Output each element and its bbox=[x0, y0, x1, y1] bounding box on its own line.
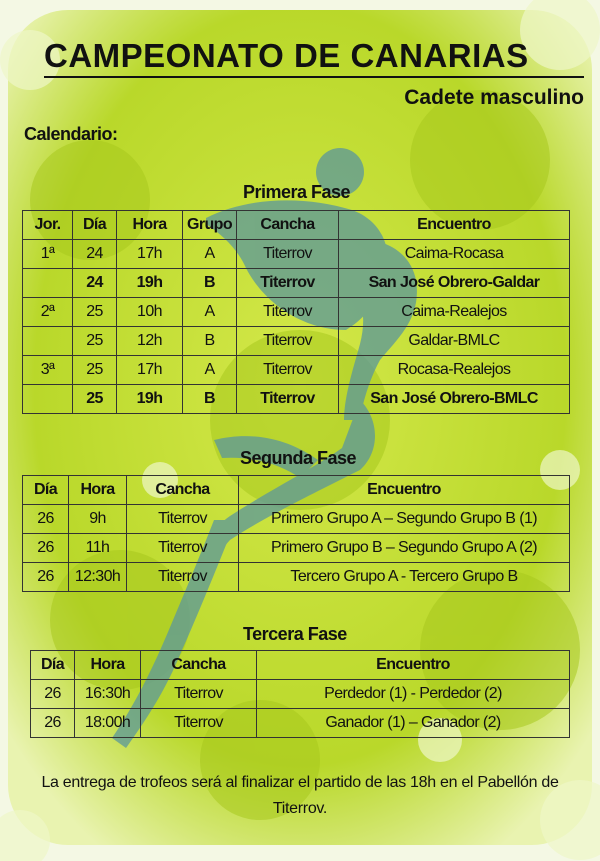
primera-fase-row bbox=[23, 269, 570, 298]
primera-fase-header-cell: Jor. bbox=[23, 211, 73, 240]
tercera-fase-cell: 26 bbox=[31, 709, 75, 738]
primera-fase-cell: 1ª bbox=[23, 240, 73, 269]
segunda-fase-heading: Segunda Fase bbox=[240, 448, 357, 468]
segunda-fase-cell: Titerrov bbox=[127, 534, 239, 563]
primera-fase-cell: 10h bbox=[117, 298, 183, 327]
segunda-fase-cell: Primero Grupo B – Segundo Grupo A (2) bbox=[239, 534, 570, 563]
tercera-fase-cell: Ganador (1) – Ganador (2) bbox=[257, 709, 570, 738]
calendar-label: Calendario: bbox=[24, 124, 118, 144]
primera-fase-cell: Caima-Realejos bbox=[339, 298, 570, 327]
primera-fase-cell: 2ª bbox=[23, 298, 73, 327]
segunda-fase-cell: 26 bbox=[23, 563, 69, 592]
primera-fase-cell: Titerrov bbox=[237, 240, 339, 269]
primera-fase-cell: B bbox=[183, 269, 237, 298]
primera-fase-header-cell: Hora bbox=[117, 211, 183, 240]
segunda-fase-cell: 12:30h bbox=[69, 563, 127, 592]
primera-fase-cell: San José Obrero-BMLC bbox=[339, 385, 570, 414]
primera-fase-header-cell: Encuentro bbox=[339, 211, 570, 240]
subtitle: Cadete masculino bbox=[404, 86, 584, 109]
primera-fase-cell: Titerrov bbox=[237, 356, 339, 385]
segunda-fase-row bbox=[23, 563, 570, 592]
primera-fase-row bbox=[23, 327, 570, 356]
primera-fase-cell: B bbox=[183, 327, 237, 356]
tercera-fase-cell: Titerrov bbox=[141, 680, 257, 709]
primera-fase-cell: 17h bbox=[117, 240, 183, 269]
primera-fase-cell: 25 bbox=[73, 385, 117, 414]
segunda-fase-cell: Titerrov bbox=[127, 563, 239, 592]
primera-fase-cell: Caima-Rocasa bbox=[339, 240, 570, 269]
tercera-fase-table bbox=[30, 650, 570, 738]
tercera-fase-header-cell: Hora bbox=[75, 651, 141, 680]
segunda-fase-table bbox=[22, 475, 570, 592]
tercera-fase-cell: 18:00h bbox=[75, 709, 141, 738]
primera-fase-row bbox=[23, 385, 570, 414]
primera-fase-table bbox=[22, 210, 570, 414]
primera-fase-cell: 17h bbox=[117, 356, 183, 385]
primera-fase-row bbox=[23, 240, 570, 269]
primera-fase-cell: 24 bbox=[73, 240, 117, 269]
primera-fase-cell: B bbox=[183, 385, 237, 414]
tercera-fase-cell: 16:30h bbox=[75, 680, 141, 709]
primera-fase-cell: A bbox=[183, 240, 237, 269]
primera-fase-cell: Rocasa-Realejos bbox=[339, 356, 570, 385]
segunda-fase-cell: Titerrov bbox=[127, 505, 239, 534]
segunda-fase-header-cell: Cancha bbox=[127, 476, 239, 505]
primera-fase-cell: San José Obrero-Galdar bbox=[339, 269, 570, 298]
tercera-fase-header-cell: Día bbox=[31, 651, 75, 680]
tercera-fase-cell: Titerrov bbox=[141, 709, 257, 738]
tercera-fase-cell: 26 bbox=[31, 680, 75, 709]
primera-fase-cell: 12h bbox=[117, 327, 183, 356]
primera-fase-cell: 25 bbox=[73, 298, 117, 327]
primera-fase-heading: Primera Fase bbox=[243, 182, 351, 202]
footer-note: La entrega de trofeos será al finalizar el partido de las 18h en el Pabellón de Titerrov. bbox=[41, 774, 559, 817]
primera-fase-cell: 19h bbox=[117, 385, 183, 414]
segunda-fase-header-cell: Hora bbox=[69, 476, 127, 505]
segunda-fase-cell: 9h bbox=[69, 505, 127, 534]
segunda-fase-cell: 26 bbox=[23, 534, 69, 563]
primera-fase-cell: Titerrov bbox=[237, 385, 339, 414]
segunda-fase-cell: Tercero Grupo A - Tercero Grupo B bbox=[239, 563, 570, 592]
primera-fase-cell bbox=[23, 385, 73, 414]
primera-fase-cell: Titerrov bbox=[237, 298, 339, 327]
segunda-fase-cell: 11h bbox=[69, 534, 127, 563]
tercera-fase-header-cell: Cancha bbox=[141, 651, 257, 680]
primera-fase-cell: Galdar-BMLC bbox=[339, 327, 570, 356]
tercera-fase-heading: Tercera Fase bbox=[243, 624, 347, 644]
tercera-fase-row bbox=[31, 709, 570, 738]
tercera-fase-header-cell: Encuentro bbox=[257, 651, 570, 680]
primera-fase-cell bbox=[23, 269, 73, 298]
primera-fase-cell: Titerrov bbox=[237, 269, 339, 298]
primera-fase-header-cell: Grupo bbox=[183, 211, 237, 240]
page-title: CAMPEONATO DE CANARIAS bbox=[44, 38, 584, 78]
primera-fase-cell: 24 bbox=[73, 269, 117, 298]
primera-fase-cell bbox=[23, 327, 73, 356]
segunda-fase-cell: 26 bbox=[23, 505, 69, 534]
primera-fase-cell: 25 bbox=[73, 327, 117, 356]
segunda-fase-row bbox=[23, 505, 570, 534]
tercera-fase-row bbox=[31, 680, 570, 709]
primera-fase-cell: A bbox=[183, 356, 237, 385]
primera-fase-header-cell: Cancha bbox=[237, 211, 339, 240]
primera-fase-cell: 3ª bbox=[23, 356, 73, 385]
primera-fase-row bbox=[23, 356, 570, 385]
primera-fase-cell: 19h bbox=[117, 269, 183, 298]
segunda-fase-row bbox=[23, 534, 570, 563]
primera-fase-cell: A bbox=[183, 298, 237, 327]
primera-fase-cell: Titerrov bbox=[237, 327, 339, 356]
segunda-fase-header-cell: Encuentro bbox=[239, 476, 570, 505]
segunda-fase-header-cell: Día bbox=[23, 476, 69, 505]
primera-fase-row bbox=[23, 298, 570, 327]
primera-fase-cell: 25 bbox=[73, 356, 117, 385]
tercera-fase-cell: Perdedor (1) - Perdedor (2) bbox=[257, 680, 570, 709]
segunda-fase-cell: Primero Grupo A – Segundo Grupo B (1) bbox=[239, 505, 570, 534]
primera-fase-header-cell: Día bbox=[73, 211, 117, 240]
